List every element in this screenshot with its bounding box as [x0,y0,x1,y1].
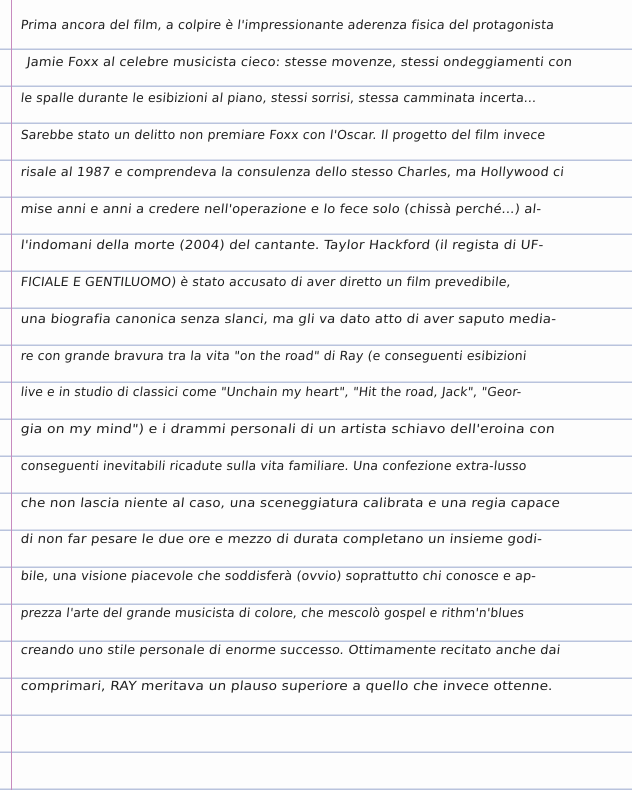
text-line [20,294,625,331]
text-line [20,74,625,111]
text-line [20,515,625,552]
line-text: una biografia canonica senza slanci, ma gli va dato atto di aver saputo media- [20,310,558,326]
line-text: comprimari, RAY meritava un plauso superiore a quello che invece ottenne. [20,678,554,694]
text-line [20,184,625,221]
line-text: l'indomani della morte (2004) del cantante. Taylor Hackford (il regista di UF- [20,237,545,253]
text-line [20,368,625,405]
text-line [20,625,625,662]
line-text: di non far pesare le due ore e mezzo di durata completano un insieme godi- [20,531,543,547]
text-line [20,37,625,74]
text-line [20,478,625,515]
line-text: prezza l'arte del grande musicista di colore, che mescolò gospel e rithm'n'blues [20,604,525,620]
handwritten-text [20,0,625,698]
line-text: conseguenti inevitabili ricadute sulla vita familiare. Una confezione extra-lusso [20,457,528,473]
text-line [20,588,625,625]
line-text: live e in studio di classici come "Unchain my heart", "Hit the road, Jack", "Geor- [20,384,523,400]
line-text: mise anni e anni a credere nell'operazione e lo fece solo (chissà perché...) al- [20,200,543,216]
line-text: Jamie Foxx al celebre musicista cieco: stesse movenze, stessi ondeggiamenti con [26,53,574,69]
text-line [20,404,625,441]
text-line [20,551,625,588]
line-text: le spalle durante le esibizioni al piano, stessi sorrisi, stessa camminata incerta... [20,90,538,106]
line-text: che non lascia niente al caso, una sceneggiatura calibrata e una regia capace [20,494,561,510]
line-text: Prima ancora del film, a colpire è l'impressionante aderenza fisica del protagonista [20,16,555,32]
line-text: Sarebbe stato un delitto non premiare Foxx con l'Oscar. Il progetto del film invece [20,127,547,142]
text-line [20,662,625,699]
line-text: risale al 1987 e comprendeva la consulenza dello stesso Charles, ma Hollywood ci [20,163,565,179]
text-line [20,221,625,258]
text-line [20,441,625,478]
margin-line [11,0,12,790]
text-line [20,331,625,368]
line-text: re con grande bravura tra la vita "on the road" di Ray (e conseguenti esibizioni [20,347,528,363]
text-line [20,0,625,37]
text-line [20,147,625,184]
line-text: creando uno stile personale di enorme successo. Ottimamente recitato anche dai [20,641,562,657]
text-line [20,257,625,294]
line-text: gia on my mind") e i drammi personali di un artista schiavo dell'eroina con [20,421,556,436]
text-line [20,110,625,147]
line-text: bile, una visione piacevole che soddisferà (ovvio) soprattutto chi conosce e ap- [20,568,537,583]
line-text: FICIALE E GENTILUOMO) è stato accusato di aver diretto un film prevedibile, [20,274,512,289]
